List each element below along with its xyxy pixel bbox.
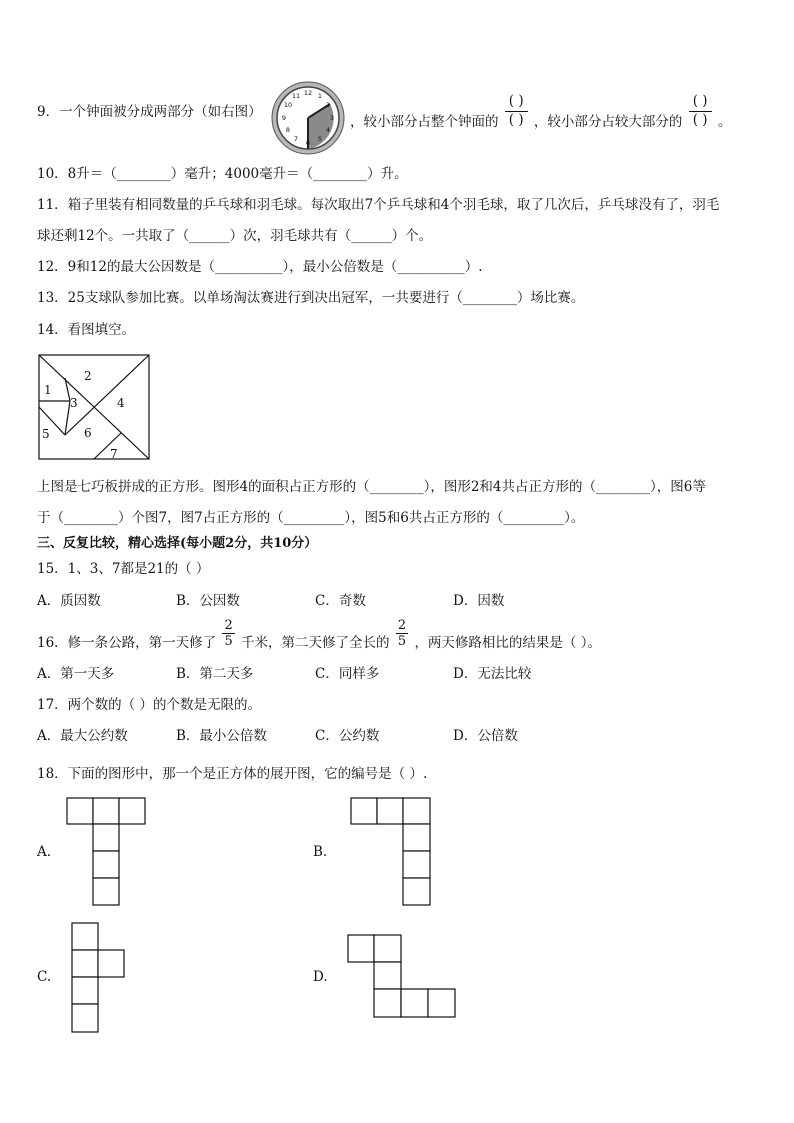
cube-net-d[interactable]	[347, 934, 457, 1019]
q9-frac2-den: ( )	[692, 111, 708, 128]
q16-option-b[interactable]: B．第二天多	[176, 666, 254, 682]
q11-line1: 11．箱子里装有相同数量的乒乓球和羽毛球。每次取出7个乒乓球和4个羽毛球，取了几次后，乒乓球没有了，羽毛	[37, 197, 720, 213]
tangram-figure	[38, 354, 150, 460]
q18-stem: 18．下面的图形中，那一个是正方体的展开图，它的编号是（ ）.	[37, 766, 428, 782]
tangram-label-5: 5	[42, 427, 50, 441]
q16-line	[37, 618, 601, 651]
tangram-label-6: 6	[84, 426, 92, 440]
clock-num-6: 6	[305, 139, 311, 147]
tangram-label-4: 4	[117, 396, 125, 410]
cube-net-b[interactable]	[350, 797, 432, 907]
clock-num-10: 10	[283, 101, 293, 109]
q9-text-b: ，较小部分占整个钟面的	[350, 113, 499, 130]
tangram-label-2: 2	[84, 369, 92, 383]
q16-stem-b: 千米，第二天修了全长的	[241, 635, 390, 651]
q9-frac2-num: ( )	[689, 95, 712, 112]
q16-frac2-num: 2	[397, 618, 407, 633]
q14-title: 14．看图填空。	[37, 322, 136, 338]
q14-line2: 于（________）个图7，图7占正方形的（_________），图5和6共占正方形的（_________）。	[37, 510, 585, 526]
q15-option-d[interactable]: D．因数	[453, 593, 505, 609]
clock-num-11: 11	[291, 92, 301, 100]
q17-option-b[interactable]: B．最小公倍数	[176, 728, 267, 744]
q16-frac1-num: 2	[224, 618, 233, 633]
q15-stem: 15．1、3、7都是21的（ ）	[37, 561, 210, 577]
clock-num-1: 1	[317, 92, 323, 100]
tangram-label-7: 7	[110, 447, 118, 460]
q16-frac2-den: 5	[397, 634, 407, 649]
q15-option-a[interactable]: A．质因数	[37, 593, 101, 609]
q9-frac1-den: ( )	[508, 111, 524, 128]
q16-stem-a: 16．修一条公路，第一天修了	[37, 635, 217, 651]
q9-line	[37, 106, 262, 120]
q16-option-c[interactable]: C．同样多	[315, 666, 380, 682]
cube-net-a[interactable]	[66, 797, 147, 907]
clock-num-3: 3	[329, 114, 335, 122]
clock-image	[270, 80, 346, 156]
q14-line1: 上图是七巧板拼成的正方形。图形4的面积占正方形的（________），图形2和4共占正方形的（________），图6等	[37, 479, 706, 495]
clock-num-7: 7	[293, 135, 299, 143]
q10-line: 10．8升＝（________）毫升；4000毫升＝（________）升。	[37, 166, 408, 182]
q17-option-a[interactable]: A．最大公约数	[37, 728, 128, 744]
q9-frac1-num: ( )	[505, 95, 528, 112]
section3-title: 三、反复比较，精心选择(每小题2分，共10分）	[37, 536, 318, 551]
q9-line-b	[350, 93, 732, 130]
clock-num-4: 4	[325, 126, 331, 134]
q18-label-c[interactable]: C.	[37, 969, 52, 985]
q16-option-d[interactable]: D．无法比较	[453, 666, 532, 682]
q18-label-a[interactable]: A.	[37, 844, 52, 860]
q17-stem: 17．两个数的（ ）的个数是无限的。	[37, 697, 261, 713]
clock-num-12: 12	[303, 89, 313, 97]
q12-line: 12．9和12的最大公因数是（__________），最小公倍数是（__________）.	[37, 259, 483, 275]
q9-fraction-2	[689, 95, 712, 127]
q11-line2: 球还剩12个。一共取了（______）次，羽毛球共有（______）个。	[37, 228, 433, 244]
q16-fraction-2	[396, 619, 408, 648]
q17-option-c[interactable]: C．公约数	[315, 728, 380, 744]
q15-option-c[interactable]: C．奇数	[315, 593, 366, 609]
q9-text-c: ，较小部分占较大部分的	[533, 113, 683, 130]
q15-option-b[interactable]: B．公因数	[176, 593, 240, 609]
clock-num-9: 9	[281, 114, 287, 122]
clock-num-8: 8	[285, 126, 291, 134]
q9-text-d: 。	[717, 113, 732, 130]
q16-fraction-1	[222, 619, 234, 648]
clock-num-2: 2	[325, 101, 331, 109]
q9-text-a: 9．一个钟面被分成两部分（如右图）	[37, 104, 262, 120]
tangram-label-3: 3	[70, 396, 78, 410]
q13-line: 13．25支球队参加比赛。以单场淘汰赛进行到决出冠军，一共要进行（________）场比赛。	[37, 290, 585, 306]
q18-label-b[interactable]: B.	[313, 844, 328, 860]
q9-fraction-1	[505, 95, 528, 127]
q17-option-d[interactable]: D．公倍数	[453, 728, 518, 744]
q16-frac1-den: 5	[224, 634, 233, 649]
tangram-label-1: 1	[44, 383, 52, 397]
q18-label-d[interactable]: D.	[313, 969, 328, 985]
clock-num-5: 5	[317, 135, 323, 143]
q16-option-a[interactable]: A．第一天多	[37, 666, 115, 682]
q16-stem-c: ，两天修路相比的结果是（ ）。	[414, 635, 601, 651]
cube-net-c[interactable]	[71, 922, 126, 1034]
